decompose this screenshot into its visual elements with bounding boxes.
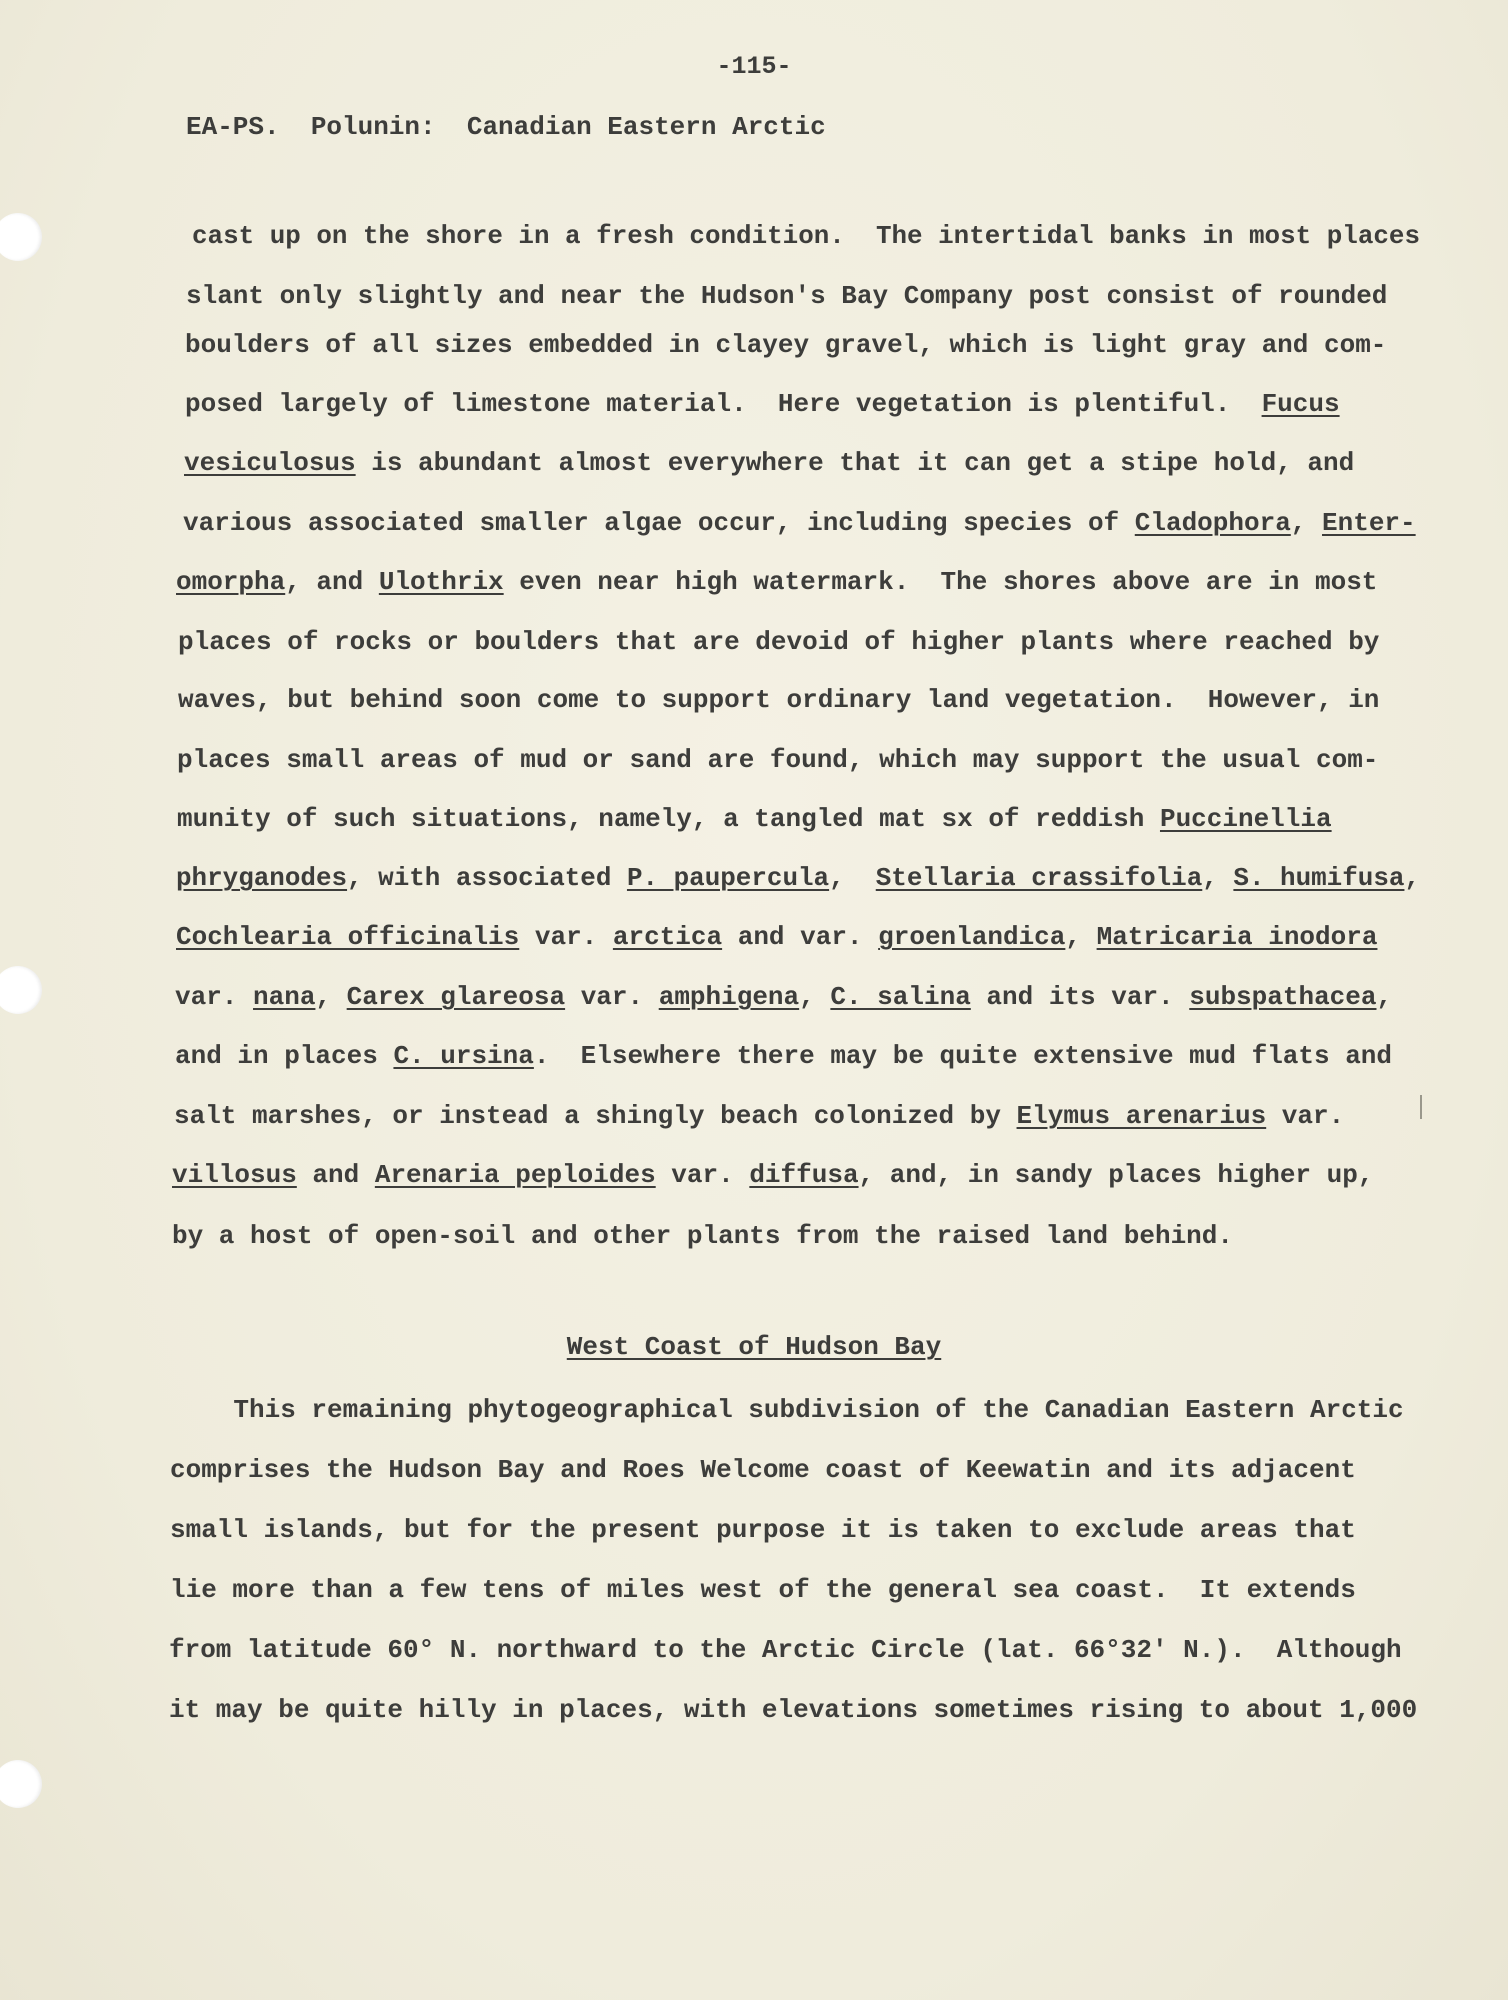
text-run: , <box>1290 508 1323 538</box>
text-run: and <box>296 1160 375 1190</box>
species-name: groenlandica <box>878 922 1066 952</box>
running-header: EA-PS. Polunin: Canadian Eastern Arctic <box>186 112 826 142</box>
text-run: comprises the Hudson Bay and Roes Welcome coast of Keewatin and its adjacent <box>170 1455 1356 1485</box>
species-name: C. ursina <box>393 1041 534 1071</box>
text-line <box>177 804 1332 834</box>
text-line <box>176 567 1377 597</box>
species-name: Enter- <box>1322 508 1416 538</box>
species-name: diffusa <box>749 1160 859 1190</box>
text-run: , and, in sandy places higher up, <box>858 1160 1374 1190</box>
text-run: boulders of all sizes embedded in clayey gravel, which is light gray and com- <box>185 330 1387 360</box>
text-run: from latitude 60° N. northward to the Arctic Circle (lat. 66°32' N.). Although <box>169 1635 1402 1665</box>
text-run: and its var. <box>970 982 1190 1012</box>
text-run: var. <box>1266 1101 1345 1131</box>
species-name: C. salina <box>830 982 971 1012</box>
species-name: Cochlearia officinalis <box>176 922 520 952</box>
text-line <box>172 1160 1373 1190</box>
text-run: var. <box>565 982 659 1012</box>
margin-mark <box>1420 1095 1422 1119</box>
species-name: Cladophora <box>1134 508 1291 538</box>
species-name: Carex glareosa <box>346 982 566 1012</box>
text-line <box>178 685 1379 715</box>
species-name: vesiculosus <box>184 448 356 478</box>
species-name: Ulothrix <box>378 567 504 597</box>
text-line <box>169 1635 1402 1665</box>
text-run: and var. <box>722 922 879 952</box>
text-line <box>192 221 1420 251</box>
species-name: Elymus arenarius <box>1016 1101 1267 1131</box>
text-run: cast up on the shore in a fresh condition. The intertidal banks in most places <box>192 221 1420 251</box>
species-name: villosus <box>172 1160 297 1190</box>
section-heading: West Coast of Hudson Bay <box>566 1332 942 1362</box>
species-name: Matricaria inodora <box>1096 922 1378 952</box>
text-line <box>178 627 1379 657</box>
text-line <box>175 982 1392 1012</box>
species-name: P. paupercula <box>626 863 830 893</box>
text-line <box>172 1221 1233 1251</box>
text-line <box>184 448 1354 478</box>
text-run: , with associated <box>347 863 627 893</box>
text-line <box>171 1395 1404 1425</box>
text-line <box>176 863 1420 893</box>
text-run: places of rocks or boulders that are devoid of higher plants where reached by <box>178 627 1380 657</box>
text-run: , <box>829 863 876 893</box>
text-run: , <box>315 982 347 1012</box>
species-name: amphigena <box>658 982 800 1012</box>
species-name: Arenaria peploides <box>374 1160 656 1190</box>
text-run: lie more than a few tens of miles west of the general sea coast. It extends <box>170 1575 1356 1605</box>
text-run: , and <box>285 567 379 597</box>
punch-hole <box>0 966 42 1014</box>
text-line <box>169 1695 1417 1725</box>
text-run: places small areas of mud or sand are found, which may support the usual com- <box>177 745 1379 775</box>
text-line <box>170 1515 1356 1545</box>
species-name: nana <box>253 982 316 1012</box>
text-run: small islands, but for the present purpose it is taken to exclude areas that <box>170 1515 1356 1545</box>
species-name: S. humifusa <box>1233 863 1405 893</box>
text-line <box>186 281 1387 311</box>
text-run: and in places <box>175 1041 394 1071</box>
punch-hole <box>0 1760 42 1808</box>
species-name: Fucus <box>1261 389 1340 419</box>
text-line <box>170 1455 1356 1485</box>
text-run: slant only slightly and near the Hudson's Bay Company post consist of rounded <box>186 281 1388 311</box>
text-run: var. <box>175 982 254 1012</box>
text-run: salt marshes, or instead a shingly beach colonized by <box>174 1101 1017 1131</box>
text-run: posed largely of limestone material. Here vegetation is plentiful. <box>185 389 1262 419</box>
text-line <box>185 330 1386 360</box>
page-number: -115- <box>716 52 792 81</box>
species-name: Puccinellia <box>1159 804 1332 834</box>
text-run: , <box>1376 982 1393 1012</box>
species-name: arctica <box>612 922 723 952</box>
text-line <box>176 922 1377 952</box>
species-name: phryganodes <box>176 863 348 893</box>
species-name: Stellaria crassifolia <box>875 863 1203 893</box>
text-run: , <box>799 982 831 1012</box>
text-run: even near high watermark. The shores above are in most <box>503 567 1378 597</box>
text-line <box>175 1041 1392 1071</box>
text-run: various associated smaller algae occur, including species of <box>183 508 1135 538</box>
text-line <box>170 1575 1356 1605</box>
text-run: , <box>1202 863 1234 893</box>
text-run: , <box>1065 922 1097 952</box>
text-run: waves, but behind soon come to support ordinary land vegetation. However, in <box>178 685 1380 715</box>
text-line <box>177 745 1378 775</box>
text-run: is abundant almost everywhere that it can get a stipe hold, and <box>355 448 1355 478</box>
text-run: var. <box>519 922 613 952</box>
species-name: subspathacea <box>1189 982 1377 1012</box>
text-line <box>185 389 1340 419</box>
text-line <box>174 1101 1344 1131</box>
text-run: . Elsewhere there may be quite extensive mud flats and <box>533 1041 1393 1071</box>
species-name: omorpha <box>176 567 286 597</box>
text-run: it may be quite hilly in places, with elevations sometimes rising to about 1,000 <box>169 1695 1418 1725</box>
punch-hole <box>0 213 42 261</box>
text-run: This remaining phytogeographical subdivision of the Canadian Eastern Arctic <box>171 1395 1404 1425</box>
text-run: by a host of open-soil and other plants from the raised land behind. <box>172 1221 1233 1251</box>
text-run: , <box>1404 863 1420 893</box>
text-line <box>183 508 1416 538</box>
text-run: var. <box>655 1160 750 1190</box>
text-run: munity of such situations, namely, a tangled mat sx of reddish <box>177 804 1160 834</box>
